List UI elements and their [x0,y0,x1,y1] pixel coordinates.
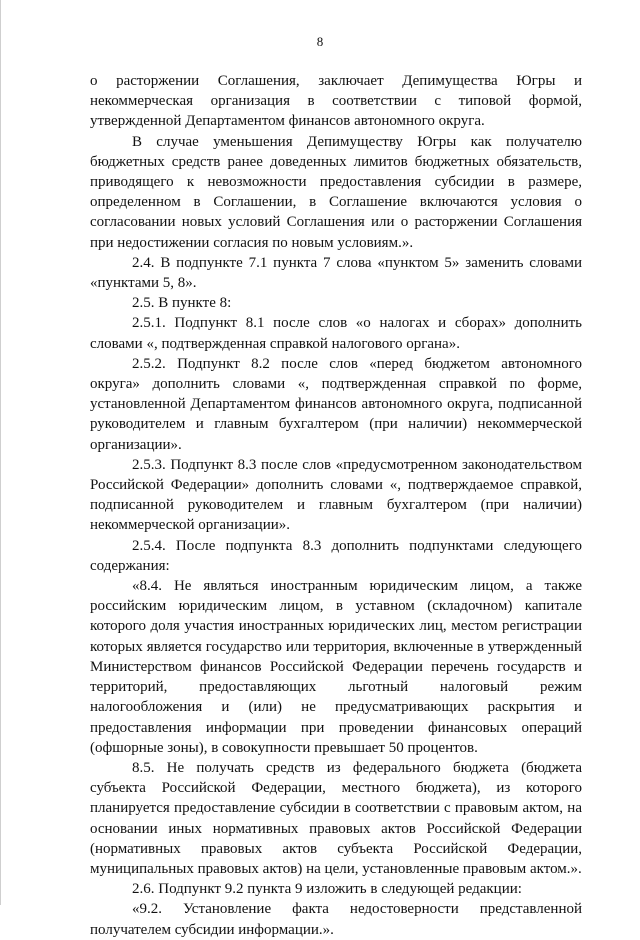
paragraph: 8.5. Не получать средств из федерального бюджета (бюджета субъекта Российской Федерации, местного бюджета), из которого планируется предоставление субсидии в соответствии с правовым актом, на основании иных нормативных правовых актов Российской Федерации (нормативных правовых актов субъекта Российской Федерации, муниципальных правовых актов) на цели, установленные правовым актом.». [90,759,582,877]
scan-edge-line [0,0,1,905]
page-number: 8 [316,34,324,49]
paragraph: 2.5. В пункте 8: [132,295,232,312]
paragraph: 2.5.3. Подпункт 8.3 после слов «предусмотренном законодательством Российской Федерации» дополнить словами «, подтверждаемое справкой, подписанной руководителем и главным бухгалтером (при наличии) некоммерческой организации». [90,456,582,534]
paragraph: 2.5.1. Подпункт 8.1 после слов «о налогах и сборах» дополнить словами «, подтвержденная справкой налогового органа». [90,315,582,352]
paragraph: 2.5.2. Подпункт 8.2 после слов «перед бюджетом автономного округа» дополнить словами «, подтвержденная справкой по форме, установленной Департаментом финансов автономного округа, подписанной руководителем и главным бухгалтером (при наличии) некоммерческой организации». [90,355,582,453]
paragraph: «8.4. Не являться иностранным юридическим лицом, а также российским юридическим лицом, в уставном (складочном) капитале которого доля участия иностранных юридических лиц, местом регистрации которых является государство или территория, включенные в утвержденный Министерством финансов Российской Федерации перечень государств и территорий, предоставляющих льготный налоговый режим налогообложения и (или) не предусматривающих раскрытия и предоставления информации при проведении финансовых операций (офшорные зоны), в совокупности превышает 50 процентов. [90,578,582,756]
paragraph: 2.4. В подпункте 7.1 пункта 7 слова «пунктом 5» заменить словами «пунктами 5, 8». [90,254,582,292]
paragraph: о расторжении Соглашения, заключает Депимущества Югры и некоммерческая организация в соответствии с типовой формой, утвержденной Департаментом финансов автономного округа. [90,73,582,130]
paragraph: В случае уменьшения Депимуществу Югры как получателю бюджетных средств ранее доведенных лимитов бюджетных обязательств, приводящего к невозможности предоставления субсидии в размере, определенном в Соглашении, в Соглашение включаются условия о согласовании новых условий Соглашения или о расторжении Соглашения при недостижении согласия по новым условиям.». [90,133,582,251]
paragraph: 2.5.4. После подпункта 8.3 дополнить подпунктами следующего содержания: [90,537,582,574]
document-body [90,71,582,940]
paragraph: «9.2. Установление факта недостоверности представленной получателем субсидии информации.». [90,901,582,938]
paragraph: 2.6. Подпункт 9.2 пункта 9 изложить в следующей редакции: [132,881,522,898]
